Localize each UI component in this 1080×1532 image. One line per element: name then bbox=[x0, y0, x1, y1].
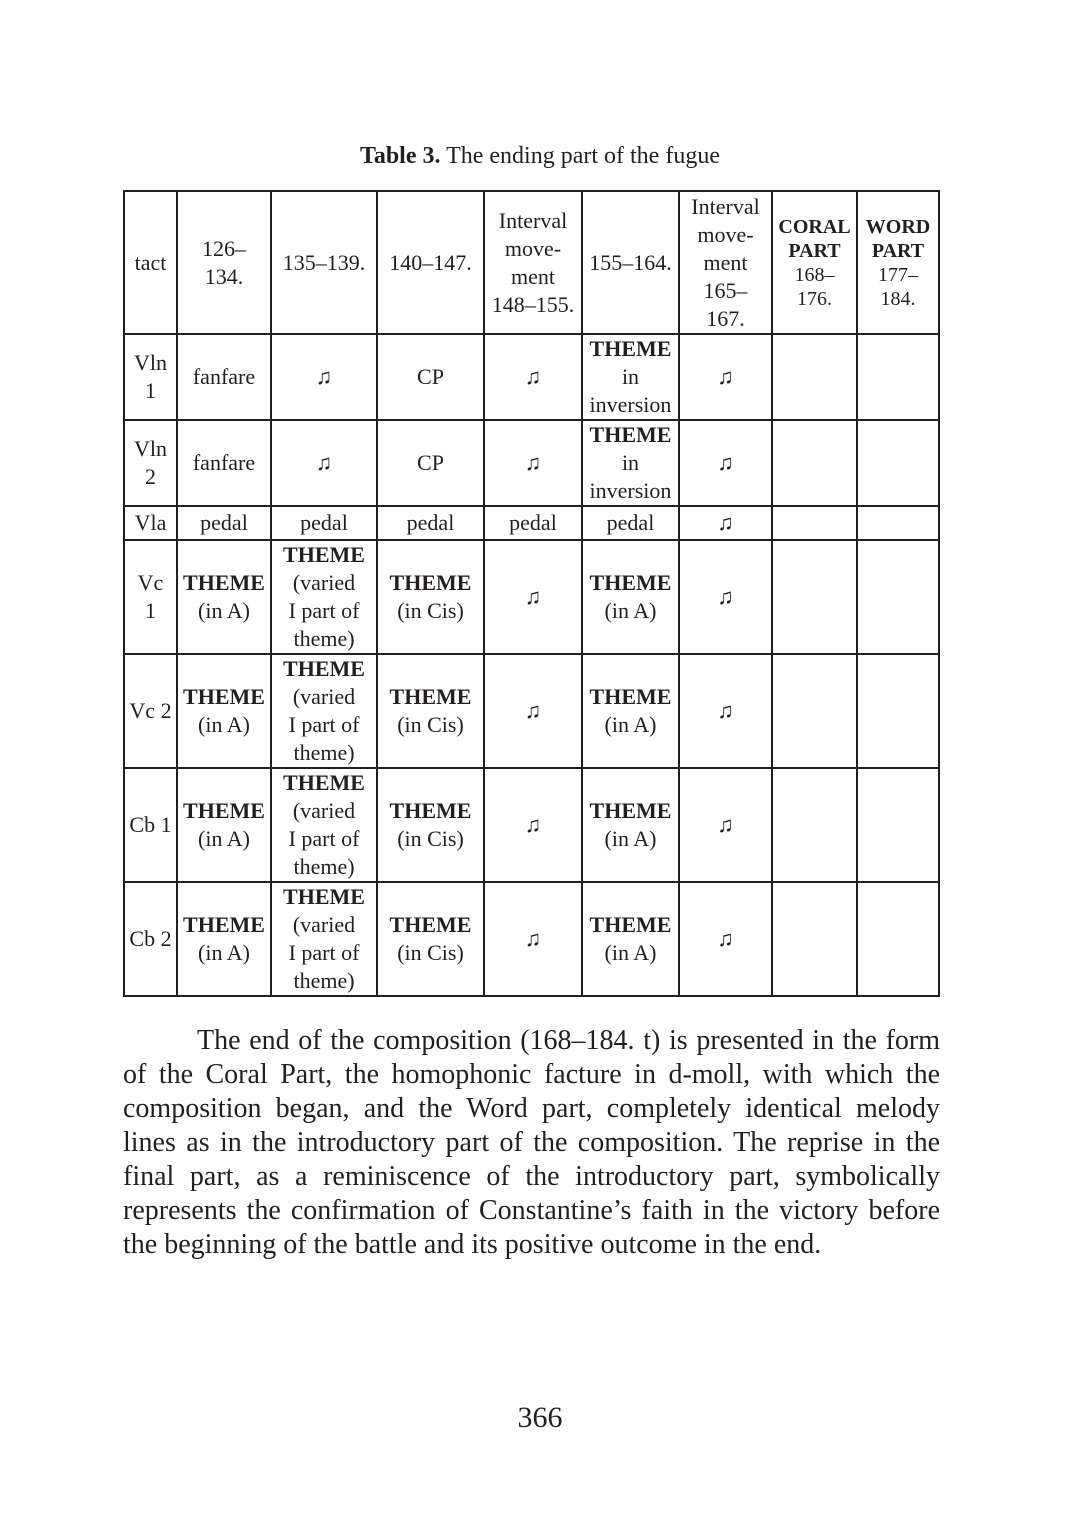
music-note-icon: ♫ bbox=[271, 334, 377, 420]
cell-theme-varied: THEME (varied I part of theme) bbox=[271, 654, 377, 768]
music-note-icon: ♫ bbox=[484, 882, 582, 996]
header-row bbox=[124, 191, 939, 334]
cell-theme-in-cis: THEME (in Cis) bbox=[377, 768, 484, 882]
music-note-icon: ♫ bbox=[484, 768, 582, 882]
cell-theme-inversion: THEME in inversion bbox=[582, 334, 679, 420]
header-tact: tact bbox=[124, 191, 177, 334]
cell-empty bbox=[772, 654, 857, 768]
cell-empty bbox=[857, 882, 939, 996]
cell-theme-in-cis: THEME (in Cis) bbox=[377, 882, 484, 996]
table-row bbox=[124, 654, 939, 768]
row-label-vln1: Vln 1 bbox=[124, 334, 177, 420]
cell-empty bbox=[857, 506, 939, 540]
cell-fanfare: fanfare bbox=[177, 334, 271, 420]
cell-pedal: pedal bbox=[177, 506, 271, 540]
header-interval-148-155: Interval move- ment 148–155. bbox=[484, 191, 582, 334]
music-note-icon: ♫ bbox=[679, 506, 772, 540]
table-row bbox=[124, 540, 939, 654]
row-label-cb2: Cb 2 bbox=[124, 882, 177, 996]
cell-empty bbox=[857, 768, 939, 882]
music-note-icon: ♫ bbox=[679, 882, 772, 996]
cell-empty bbox=[857, 540, 939, 654]
header-word-part: WORD PART 177– 184. bbox=[857, 191, 939, 334]
music-note-icon: ♫ bbox=[679, 768, 772, 882]
cell-empty bbox=[857, 334, 939, 420]
row-label-vc2: Vc 2 bbox=[124, 654, 177, 768]
cell-theme-varied: THEME (varied I part of theme) bbox=[271, 540, 377, 654]
header-155-164: 155–164. bbox=[582, 191, 679, 334]
music-note-icon: ♫ bbox=[679, 334, 772, 420]
fugue-table bbox=[123, 190, 940, 997]
music-note-icon: ♫ bbox=[679, 420, 772, 506]
music-note-icon: ♫ bbox=[484, 420, 582, 506]
row-label-vln2: Vln 2 bbox=[124, 420, 177, 506]
table-title: The ending part of the fugue bbox=[440, 143, 720, 169]
music-note-icon: ♫ bbox=[484, 654, 582, 768]
music-note-icon: ♫ bbox=[484, 540, 582, 654]
table-row bbox=[124, 420, 939, 506]
table-row bbox=[124, 882, 939, 996]
cell-pedal: pedal bbox=[582, 506, 679, 540]
cell-theme-in-a: THEME (in A) bbox=[582, 882, 679, 996]
cell-theme-in-a: THEME (in A) bbox=[177, 654, 271, 768]
cell-theme-in-a: THEME (in A) bbox=[582, 768, 679, 882]
cell-theme-varied: THEME (varied I part of theme) bbox=[271, 882, 377, 996]
cell-empty bbox=[857, 420, 939, 506]
table-row bbox=[124, 768, 939, 882]
cell-theme-in-a: THEME (in A) bbox=[582, 540, 679, 654]
cell-theme-inversion: THEME in inversion bbox=[582, 420, 679, 506]
cell-theme-in-a: THEME (in A) bbox=[582, 654, 679, 768]
cell-fanfare: fanfare bbox=[177, 420, 271, 506]
cell-theme-in-cis: THEME (in Cis) bbox=[377, 540, 484, 654]
row-label-vla: Vla bbox=[124, 506, 177, 540]
music-note-icon: ♫ bbox=[679, 654, 772, 768]
cell-theme-in-a: THEME (in A) bbox=[177, 768, 271, 882]
cell-empty bbox=[857, 654, 939, 768]
cell-empty bbox=[772, 540, 857, 654]
row-label-vc1: Vc 1 bbox=[124, 540, 177, 654]
cell-empty bbox=[772, 768, 857, 882]
cell-empty bbox=[772, 506, 857, 540]
music-note-icon: ♫ bbox=[271, 420, 377, 506]
cell-theme-in-a: THEME (in A) bbox=[177, 882, 271, 996]
header-coral-part: CORAL PART 168– 176. bbox=[772, 191, 857, 334]
cell-pedal: pedal bbox=[377, 506, 484, 540]
cell-pedal: pedal bbox=[271, 506, 377, 540]
cell-empty bbox=[772, 882, 857, 996]
header-126-134: 126– 134. bbox=[177, 191, 271, 334]
cell-pedal: pedal bbox=[484, 506, 582, 540]
cell-cp: CP bbox=[377, 334, 484, 420]
body-paragraph: The end of the composition (168–184. t) is presented in the form of the Coral Part, the homophonic facture in d-moll, with which the composition began, and the Word part, completely identical melody lines as in the introductory part of the composition. The reprise in the final part, as a reminiscence of the introductory part, symbolically represents the confirmation of Constantine’s faith in the victory before the beginning of the battle and its positive outcome in the end. bbox=[123, 1025, 940, 1260]
table-label: Table 3. bbox=[360, 143, 441, 169]
header-140-147: 140–147. bbox=[377, 191, 484, 334]
table-caption bbox=[0, 140, 1080, 172]
cell-theme-in-a: THEME (in A) bbox=[177, 540, 271, 654]
cell-theme-in-cis: THEME (in Cis) bbox=[377, 654, 484, 768]
table-row bbox=[124, 506, 939, 540]
header-interval-165-167: Interval move- ment 165– 167. bbox=[679, 191, 772, 334]
music-note-icon: ♫ bbox=[679, 540, 772, 654]
cell-empty bbox=[772, 420, 857, 506]
cell-cp: CP bbox=[377, 420, 484, 506]
row-label-cb1: Cb 1 bbox=[124, 768, 177, 882]
header-135-139: 135–139. bbox=[271, 191, 377, 334]
cell-empty bbox=[772, 334, 857, 420]
music-note-icon: ♫ bbox=[484, 334, 582, 420]
page-number: 366 bbox=[517, 1401, 563, 1434]
cell-theme-varied: THEME (varied I part of theme) bbox=[271, 768, 377, 882]
table-row bbox=[124, 334, 939, 420]
